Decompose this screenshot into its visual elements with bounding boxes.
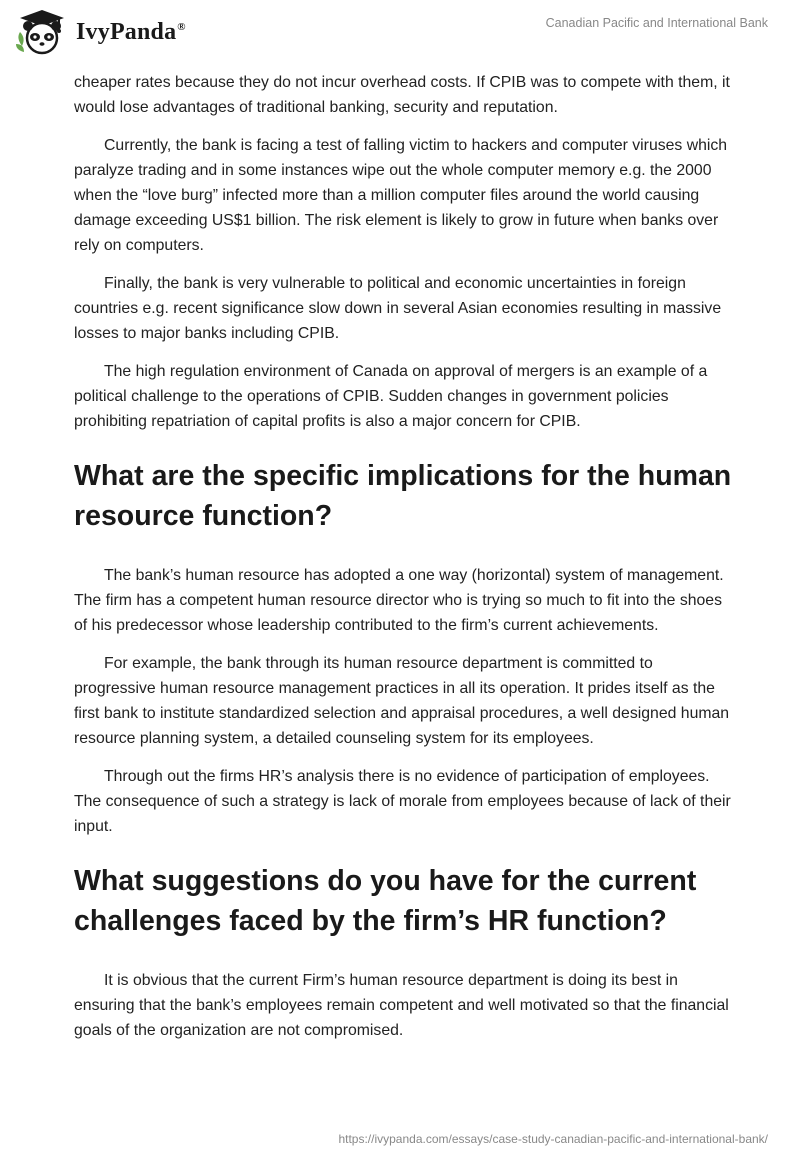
registered-mark: ® [177,20,186,33]
panda-mascot-icon [14,8,70,56]
source-url[interactable]: https://ivypanda.com/essays/case-study-canadian-pacific-and-international-bank/ [338,1132,768,1146]
paragraph: Through out the firms HR’s analysis there is no evidence of participation of employees. The consequence of such a strategy is lack of morale from employees because of lack of their input. [74,768,731,835]
section-heading: What are the specific implications for the human resource function? [74,460,732,532]
paragraph: The high regulation environment of Canada on approval of mergers is an example of a political challenge to the operations of CPIB. Sudden changes in government policies prohibiting repatriation of capital profits is also a major concern for CPIB. [74,363,708,430]
section-heading: What suggestions do you have for the current challenges faced by the firm’s HR function? [74,865,697,937]
paragraph: Finally, the bank is very vulnerable to political and economic uncertainties in foreign countries e.g. recent significance slow down in several Asian economies resulting in massive losses to major banks including CPIB. [74,275,722,342]
running-title: Canadian Pacific and International Bank [545,16,768,30]
paragraph: For example, the bank through its human resource department is committed to progressive human resource management practices in all its operation. It prides itself as the first bank to institute standardized selection and appraisal procedures, a well designed human resource planning system, a detailed counseling system for its employees. [74,655,730,747]
brand-name: IvyPanda® [76,18,186,45]
paragraph: cheaper rates because they do not incur overhead costs. If CPIB was to compete with them, it would lose advantages of traditional banking, security and reputation. [74,74,730,116]
page-header [0,0,800,70]
article-body [74,70,734,1056]
paragraph: Currently, the bank is facing a test of falling victim to hackers and computer viruses which paralyze trading and in some instances wipe out the whole computer memory e.g. the 2000 when the “love burg” infected more than a million computer files around the world causing damage exceeding US$1 billion. The risk element is likely to grow in future when banks over rely on computers. [74,137,728,254]
paragraph: The bank’s human resource has adopted a one way (horizontal) system of management. The firm has a competent human resource director who is trying so much to fit into the shoes of his predecessor whose leadership contributed to the firm’s current achievements. [74,567,724,634]
paragraph: It is obvious that the current Firm’s human resource department is doing its best in ensuring that the bank’s employees remain competent and well motivated so that the financial goals of the organization are not compromised. [74,972,729,1039]
ivypanda-logo[interactable] [14,8,186,56]
